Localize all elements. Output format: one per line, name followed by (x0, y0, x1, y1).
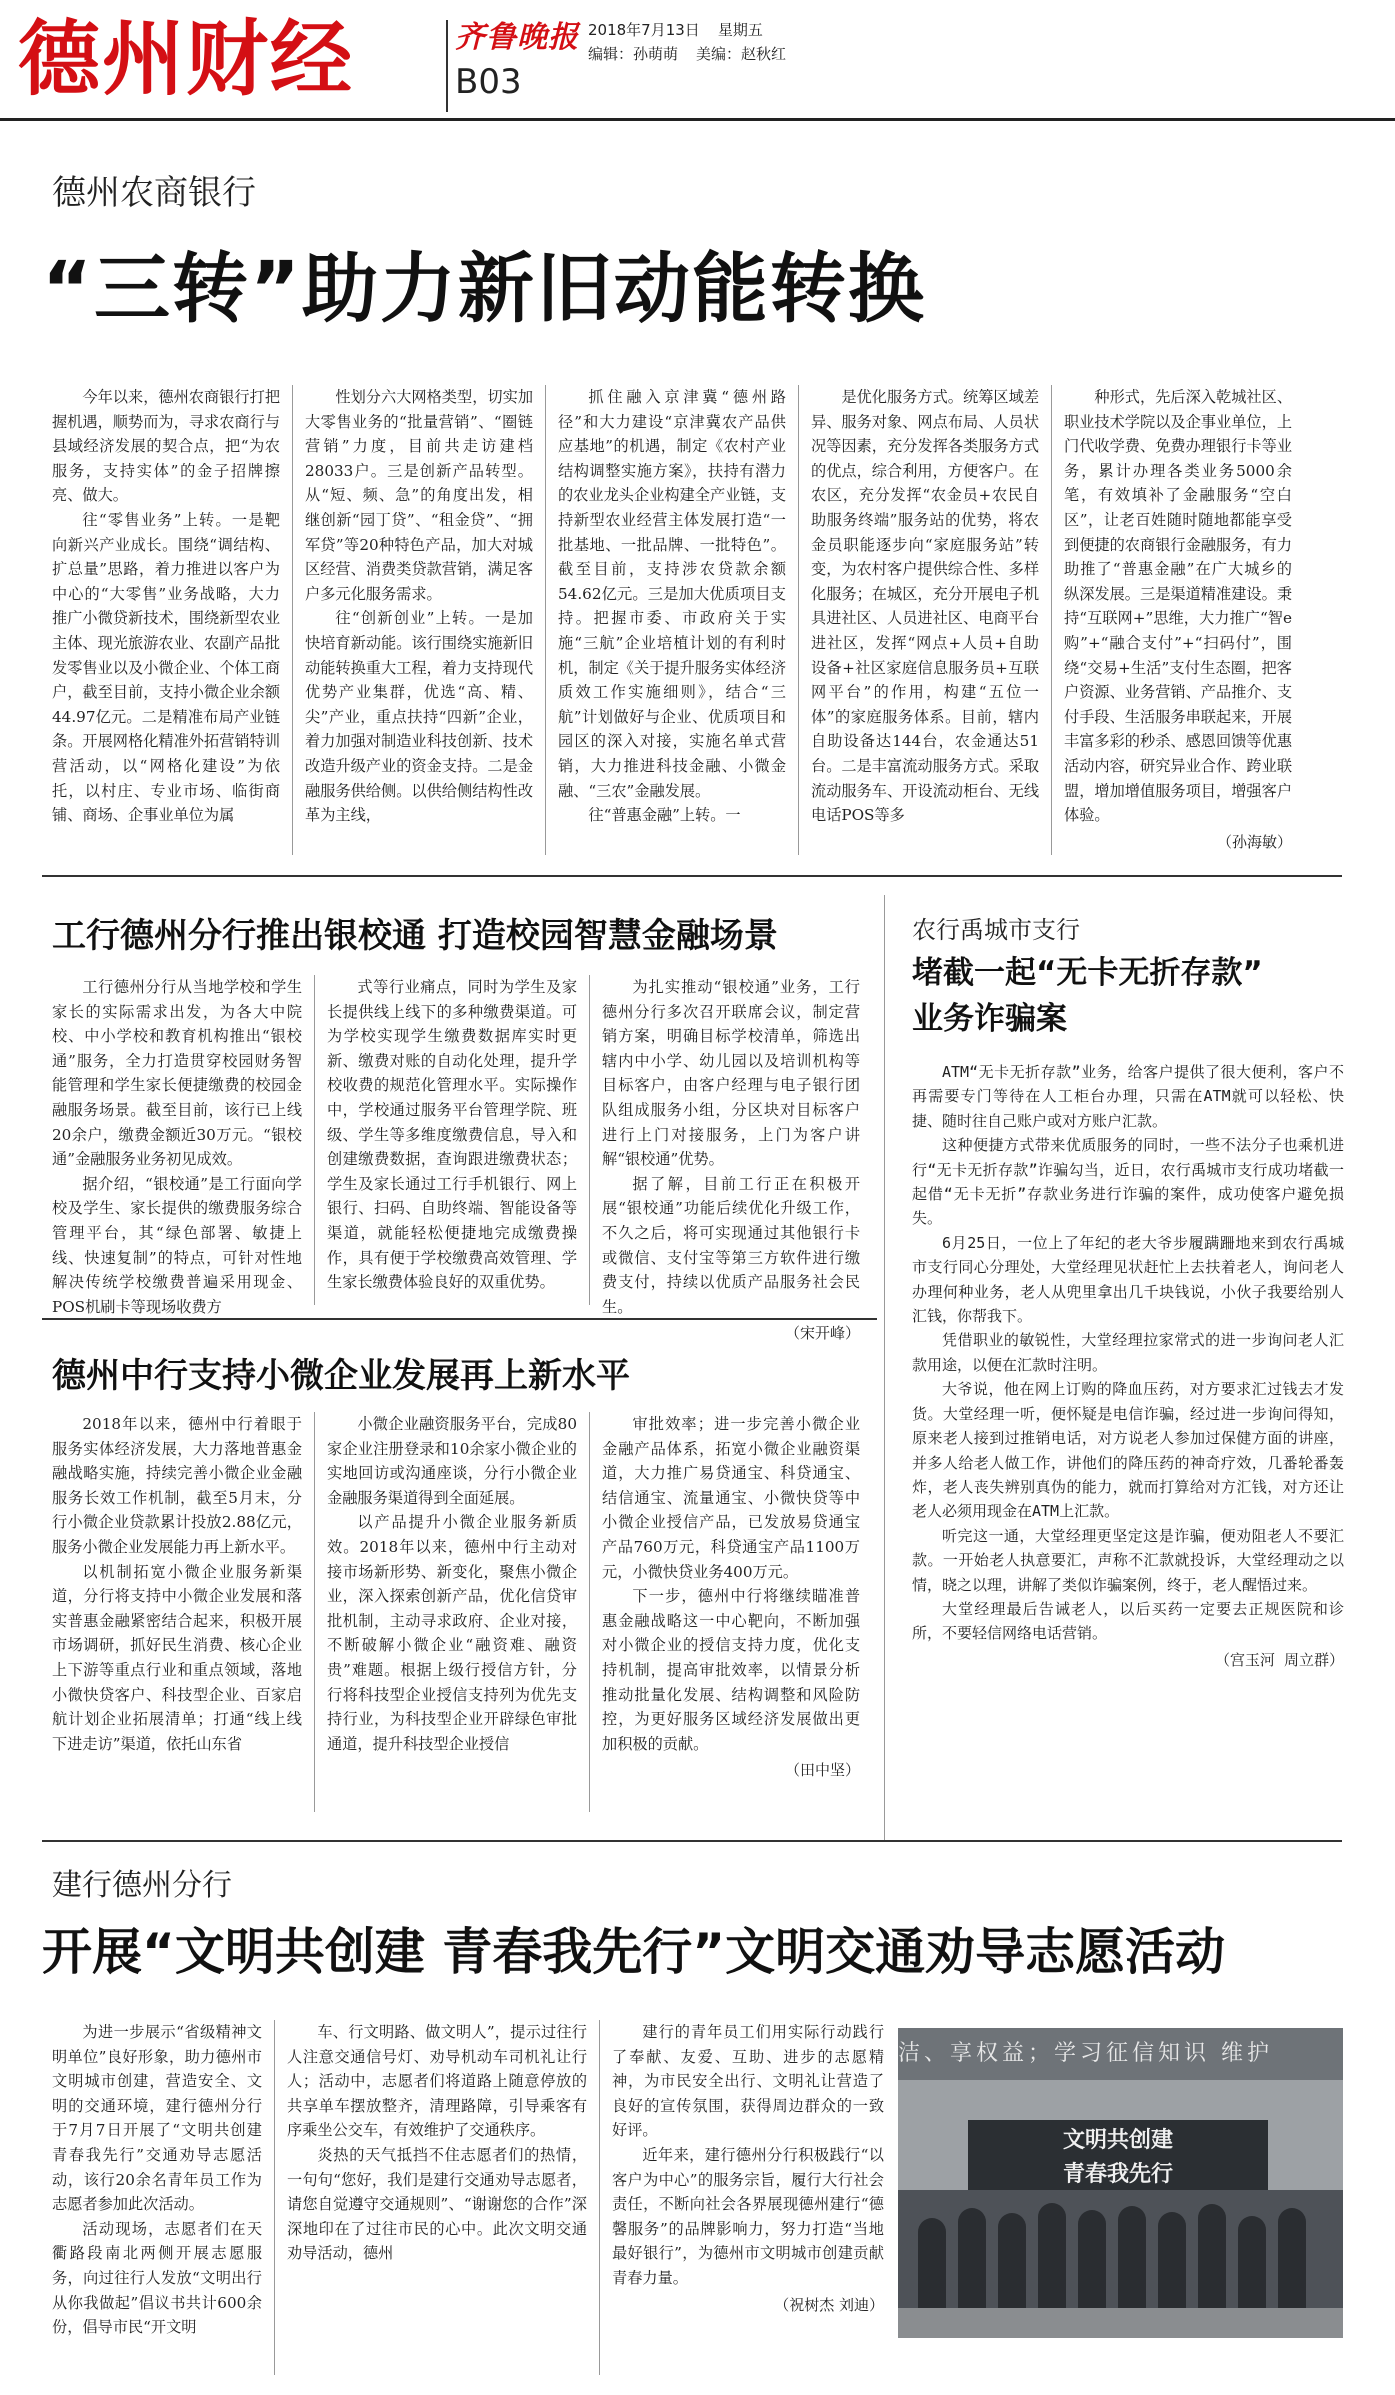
issue-date: 2018年7月13日 (588, 21, 700, 39)
section-rule (42, 875, 1342, 877)
article3-text-1: 2018年以来，德州中行着眼于服务实体经济发展，大力落地普惠金融战略实施，持续完善小微企业金融服务长效工作机制，截至5月末，分行小微企业贷款累计投放2.88亿元，服务小微企业发展能力再上新水平。 以机制拓宽小微企业服务新渠道，分行将支持中小微企业发展和落实普惠金融紧密结合起来，积极开展市场调研，抓好民生消费、核心企业上下游等重点行业和重点领域，落地小微快贷客户、科技型企业、百家启航计划企业拓展清单；打通“线上线下进走访”渠道，依托山东省 (52, 1415, 302, 1753)
column-divider (599, 2020, 600, 2375)
column-divider (1051, 385, 1052, 855)
photo-banner-line2: 青春我先行 (1062, 2162, 1173, 2187)
column-divider (314, 975, 315, 1305)
article5-kicker: 建行德州分行 (52, 1868, 232, 1903)
article1-column-4 (811, 385, 1039, 855)
article2-byline: （宋开峰） (784, 1324, 860, 1343)
article5-text-1: 为进一步展示“省级精神文明单位”良好形象，助力德州市文明城市创建，营造安全、文明的交通环境，建行德州分行于7月7日开展了“文明共创建 青春我先行”交通劝导志愿活动，该行20余名青年员工作为志愿者参加此次活动。 活动现场，志愿者们在天衢路段南北两侧开展志愿服务，向过往行人发放“文明出行 从你我做起”倡议书共计600余份，倡导市民“开文明 (52, 2023, 262, 2337)
masthead-divider (446, 20, 448, 112)
article4-kicker: 农行禹城市支行 (912, 916, 1080, 944)
column-divider (292, 385, 293, 855)
article3-column-1 (52, 1412, 302, 1812)
article1-column-3 (558, 385, 786, 855)
section-rule (42, 1318, 877, 1320)
editor-credit: 编辑：孙萌萌 (588, 45, 679, 63)
article3-headline: 德州中行支持小微企业发展再上新水平 (52, 1356, 630, 1396)
article2-text-3: 为扎实推动“银校通”业务，工行德州分行多次召开联席会议，制定营销方案，明确目标学校清单，筛选出辖内中小学、幼儿园以及培训机构等目标客户，由客户经理与电子银行团队组成服务小组，分区块对目标客户进行上门对接服务，上门为客户讲解“银校通”优势。 据了解，目前工行正在积极开展“银校通”功能后续优化升级工作，不久之后，将可实现通过其他银行卡或微信、支付宝等第三方软件进行缴费支付，持续以优质产品服务社会民生。 (602, 978, 860, 1316)
column-divider (274, 2020, 275, 2375)
article1-text-5: 种形式，先后深入乾城社区、职业技术学院以及企事业单位，上门代收学费、免费办理银行卡等业务，累计办理各类业务5000余笔，有效填补了金融服务“空白区”，让老百姓随时随地都能享受到便捷的农商银行金融服务，有力助推了“普惠金融”在广大城乡的纵深发展。三是渠道精准建设。秉持“互联网+”思维，大力推广“智e购”+“融合支付”+“扫码付”，围绕“交易+生活”支付生态圈，把客户资源、业务营销、产品推介、支付手段、生活服务串联起来，开展丰富多彩的秒杀、感恩回馈等优惠活动内容，研究异业合作、跨业联盟，增加增值服务项目，增强客户体验。 (1064, 388, 1292, 825)
article4-headline-line1: 堵截一起“无卡无折存款” (912, 955, 1263, 991)
column-divider (798, 385, 799, 855)
photo-banner-line1: 文明共创建 (1062, 2128, 1173, 2153)
article3-column-2 (327, 1412, 577, 1812)
article2-column-2 (327, 975, 577, 1305)
article5-text-2: 车、行文明路、做文明人”，提示过往行人注意交通信号灯、劝导机动车司机礼让行人；活动中，志愿者们将道路上随意停放的共享单车摆放整齐，清理路障，引导乘客有序乘坐公交车，有效维护了交通秩序。 炎热的天气抵挡不住志愿者们的热情，一句句“您好，我们是建行交通劝导志愿者，请您自觉遵守交通规则”、“谢谢您的合作”深深地印在了过往市民的心中。此次文明交通劝导活动，德州 (287, 2023, 587, 2263)
masthead-info (588, 18, 804, 66)
photo-banner (968, 2120, 1268, 2194)
photo-wall-sign: 洁、享权益；学习征信知识 维护 (898, 2028, 1343, 2080)
article4-body (912, 1060, 1344, 1840)
article5-column-1 (52, 2020, 262, 2375)
article5-column-3 (612, 2020, 884, 2375)
designer-credit: 美编：赵秋红 (696, 45, 787, 63)
article4-text: ATM“无卡无折存款”业务，给客户提供了很大便利，客户不再需要专门等待在人工柜台办理，只需在ATM就可以轻松、快捷、随时往自己账户或对方账户汇款。 这种便捷方式带来优质服务的同时，一些不法分子也乘机进行“无卡无折存款”诈骗勾当，近日，农行禹城市支行成功堵截一起借“无卡无折”存款业务进行诈骗的案件，成功使客户避免损失。 6月25日，一位上了年纪的老大爷步履蹒跚地来到农行禹城市支行同心分理处，大堂经理见状赶忙上去扶着老人，询问老人办理何种业务，老人从兜里拿出几千块钱说，小伙子我要给别人汇钱，你帮我下。 凭借职业的敏锐性，大堂经理拉家常式的进一步询问老人汇款用途，以便在汇款时注明。 大爷说，他在网上订购的降血压药，对方要求汇过钱去才发货。大堂经理一听，便怀疑是电信诈骗，经过进一步询问得知，原来老人接到过推销电话，对方说老人参加过保健方面的讲座，并多人给老人做工作，讲他们的降压药的神奇疗效，几番轮番轰炸，老人丧失辨别真伪的能力，就而打算给对方汇钱，对方还让老人必须用现金在ATM上汇款。 听完这一通，大堂经理更坚定这是诈骗，便劝阻老人不要汇款。一开始老人执意要汇，声称不汇款就投诉，大堂经理动之以情，晓之以理，讲解了类似诈骗案例，终于，老人醒悟过来。 大堂经理最后告诫老人，以后买药一定要去正规医院和诊所，不要轻信网络电话营销。 (912, 1063, 1344, 1643)
column-divider (545, 385, 546, 855)
article2-text-2: 式等行业痛点，同时为学生及家长提供线上线下的多种缴费渠道。可为学校实现学生缴费数据库实时更新、缴费对账的自动化处理，提升学校收费的规范化管理水平。实际操作中，学校通过服务平台管理学院、班级、学生等多维度缴费信息，导入和创建缴费数据，查询跟进缴费状态；学生及家长通过工行手机银行、网上银行、扫码、自助终端、智能设备等渠道，就能轻松便捷地完成缴费操作，具有便于学校缴费高效管理、学生家长缴费体验良好的双重优势。 (327, 978, 577, 1292)
article2-text-1: 工行德州分行从当地学校和学生家长的实际需求出发，为各大中院校、中小学校和教育机构推出“银校通”服务，全力打造贯穿校园财务智能管理和学生家长便捷缴费的校园金融服务场景。截至目前，该行已上线20余户，缴费金额近30万元。“银校通”金融服务业务初见成效。 据介绍，“银校通”是工行面向学校及学生、家长提供的缴费服务综合管理平台，其“绿色部署、敏捷上线、快速复制”的特点，可针对性地解决传统学校缴费普遍采用现金、POS机刷卡等现场收费方 (52, 978, 302, 1316)
volunteer-group-photo (898, 2028, 1343, 2338)
section-rule (42, 1840, 1342, 1842)
article1-column-2 (305, 385, 533, 855)
article1-byline: （孙海敏） (1216, 832, 1292, 851)
photo-floor (898, 2308, 1343, 2338)
section-title: 德州财经 (18, 12, 355, 107)
article4-headline (912, 950, 1263, 1042)
paper-logo: 齐鲁晚报 (455, 20, 579, 55)
article4-byline: （宫玉河 周立群） (1214, 1650, 1344, 1669)
column-divider (589, 1412, 590, 1812)
article3-text-2: 小微企业融资服务平台，完成80家企业注册登录和10余家小微企业的实地回访或沟通座谈，分行小微企业金融服务渠道得到全面延展。 以产品提升小微企业服务新质效。2018年以来，德州中行主动对接市场新形势、新变化，聚焦小微企业，深入探索创新产品，优化信贷审批机制，主动寻求政府、企业对接，不断破解小微企业“融资难、融资贵”难题。根据上级行授信方针，分行将科技型企业授信支持列为优先支持行业，为科技型企业开辟绿色审批通道，提升科技型企业授信 (327, 1415, 577, 1753)
article2-column-3 (602, 975, 860, 1343)
page-number: B03 (455, 62, 522, 102)
article1-text-1: 今年以来，德州农商银行打把握机遇，顺势而为，寻求农商行与县域经济发展的契合点，把“为农服务，支持实体”的金子招牌擦亮、做大。 往“零售业务”上转。一是靶向新兴产业成长。围绕“调结构、扩总量”思路，着力推进以客户为中心的“大零售”业务战略，大力推广小微贷新技术，围绕新型农业主体、现光旅游农业、农副产品批发零售业以及小微企业、个体工商户，截至目前，支持小微企业余额44.97亿元。二是精准布局产业链条。开展网格化精准外拓营销特训营活动，以“网格化建设”为依托，以村庄、专业市场、临街商铺、商场、企事业单位为属 (52, 388, 280, 825)
column-divider (314, 1412, 315, 1812)
article1-text-2: 性划分六大网格类型，切实加大零售业务的“批量营销”、“圈链营销”力度，目前共走访建档28033户。三是创新产品转型。从“短、频、急”的角度出发，相继创新“园丁贷”、“租金贷”、“拥军贷”等20种特色产品，加大对城区经营、消费类贷款营销，满足客户多元化服务需求。 往“创新创业”上转。一是加快培育新动能。该行围绕实施新旧动能转换重大工程，着力支持现代优势产业集群，优选“高、精、尖”产业，重点扶持“四新”企业，着力加强对制造业科技创新、技术改造升级产业的资金支持。二是金融服务供给侧。以供给侧结构性改革为主线， (305, 388, 533, 825)
column-divider (589, 975, 590, 1305)
article5-headline: 开展“文明共创建 青春我先行”文明交通劝导志愿活动 (42, 1923, 1226, 1981)
article2-column-1 (52, 975, 302, 1316)
article5-byline: （祝树杰 刘迪） (774, 2295, 884, 2314)
article5-column-2 (287, 2020, 587, 2375)
article2-headline: 工行德州分行推出银校通 打造校园智慧金融场景 (52, 916, 778, 956)
article1-text-3: 抓住融入京津冀“德州路径”和大力建设“京津冀农产品供应基地”的机遇，制定《农村产业结构调整实施方案》，扶持有潜力的农业龙头企业构建全产业链，支持新型农业经营主体发展打造“一批基地、一批品牌、一批特色”。截至目前，支持涉农贷款余额54.62亿元。三是加大优质项目支持。把握市委、市政府关于实施“三航”企业培植计划的有利时机，制定《关于提升服务实体经济质效工作实施细则》，结合“三航”计划做好与企业、优质项目和园区的深入对接，实施名单式营销，大力推进科技金融、小微金融、“三农”金融发展。 往“普惠金融”上转。一 (558, 388, 786, 825)
article5-text-3: 建行的青年员工们用实际行动践行了奉献、友爱、互助、进步的志愿精神，为市民安全出行、文明礼让营造了良好的宣传氛围，获得周边群众的一致好评。 近年来，建行德州分行积极践行“以客户为中心”的服务宗旨，履行大行社会责任，不断向社会各界展现德州建行“德馨服务”的品牌影响力，努力打造“当地最好银行”，为德州市文明城市创建贡献青春力量。 (612, 2023, 884, 2287)
article3-text-3: 审批效率；进一步完善小微企业金融产品体系，拓宽小微企业融资渠道，大力推广易贷通宝、科贷通宝、结信通宝、流量通宝、小微快贷等中小微企业授信产品，已发放易贷通宝产品760万元，科贷通宝产品1100万元，小微快贷业务400万元。 下一步，德州中行将继续瞄准普惠金融战略这一中心靶向，不断加强对小微企业的授信支持力度，优化支持机制，提高审批效率，以情景分析推动批量化发展、结构调整和风险防控，为更好服务区域经济发展做出更加积极的贡献。 (602, 1415, 860, 1753)
article3-byline: （田中坚） (784, 1761, 860, 1780)
article4-headline-line2: 业务诈骗案 (912, 1001, 1067, 1037)
article1-text-4: 是优化服务方式。统筹区域差异、服务对象、网点布局、人员状况等因素，充分发挥各类服务方式的优点，综合利用，方便客户。在农区，充分发挥“农金员+农民自助服务终端”服务站的优势，将农金员职能逐步向“家庭服务站”转变，为农村客户提供综合性、多样化服务；在城区，充分开展电子机具进社区、人员进社区、电商平台进社区，发挥“网点+人员+自助设备+社区家庭信息服务员+互联网平台”的作用，构建“五位一体”的家庭服务体系。目前，辖内自助设备达144台，农金通达51台。二是丰富流动服务方式。采取流动服务车、开设流动柜台、无线电话POS等多 (811, 388, 1039, 825)
article3-column-3 (602, 1412, 860, 1812)
article1-column-1 (52, 385, 280, 855)
masthead-rule (0, 118, 1395, 121)
article1-column-5 (1064, 385, 1292, 855)
sidebar-divider (884, 895, 885, 1840)
issue-weekday: 星期五 (717, 21, 763, 39)
article1-kicker: 德州农商银行 (52, 173, 256, 213)
article1-headline: “三转”助力新旧动能转换 (42, 244, 926, 333)
